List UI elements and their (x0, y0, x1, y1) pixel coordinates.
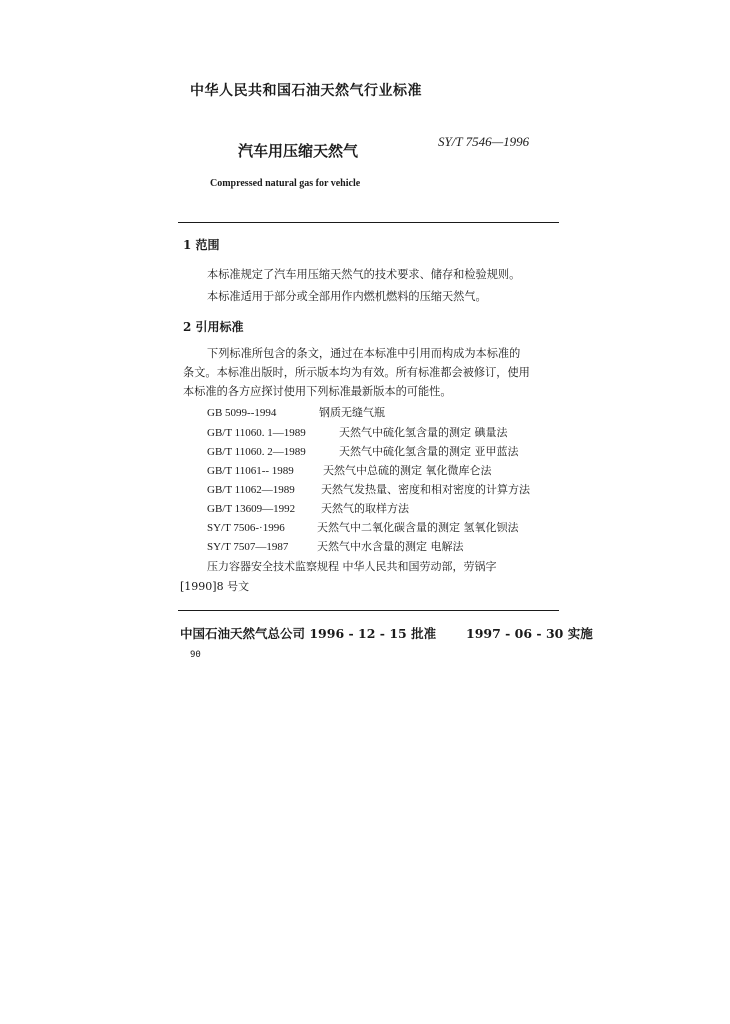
reference-code: GB/T 11061-- 1989 (207, 465, 294, 477)
approval-date: 中国石油天然气总公司 1996 - 12 - 15 批准 (180, 626, 437, 641)
reference-title: 天然气中二氧化碳含量的测定 氢氧化钡法 (317, 521, 519, 534)
english-title: Compressed natural gas for vehicle (210, 178, 361, 189)
reference-code: GB/T 11062—1989 (207, 484, 295, 496)
reference-code: SY/T 7507—1987 (207, 541, 289, 553)
reference-item (207, 404, 385, 420)
reference-title: 天然气发热量、密度和相对密度的计算方法 (321, 483, 530, 496)
references-intro-line: 下列标准所包含的条文，通过在本标准中引用而构成为本标准的 (207, 347, 521, 360)
implementation-date: 1997 - 06 - 30 实施 (466, 626, 593, 641)
reference-title: 天然气中硫化氢含量的测定 碘量法 (339, 426, 508, 439)
reference-code: SY/T 7506-·1996 (207, 522, 285, 534)
reference-title: 天然气中硫化氢含量的测定 亚甲蓝法 (339, 445, 519, 458)
document-title: 汽车用压缩天然气 (238, 142, 359, 160)
reference-title: 天然气的取样方法 (321, 502, 409, 515)
scope-paragraph: 本标准规定了汽车用压缩天然气的技术要求、储存和检验规则。 (207, 268, 521, 281)
reference-item (207, 462, 492, 478)
reference-title: 天然气中水含量的测定 电解法 (317, 540, 464, 553)
org-standard-header: 中华人民共和国石油天然气行业标准 (190, 83, 422, 99)
reference-item (207, 538, 464, 554)
references-intro-line: 条文。本标准出版时，所示版本均为有效。所有标准都会被修订，使用 (183, 366, 530, 379)
bottom-rule (178, 610, 559, 611)
references-intro-line: 本标准的各方应探讨使用下列标准最新版本的可能性。 (183, 385, 452, 398)
scope-paragraph: 本标准适用于部分或全部用作内燃机燃料的压缩天然气。 (207, 290, 487, 303)
reference-item-continued: [1990]8 号文 (180, 580, 250, 593)
reference-item (207, 481, 530, 497)
reference-item (207, 424, 508, 440)
page-number: 90 (190, 650, 201, 660)
reference-code: GB/T 11060. 2—1989 (207, 446, 306, 458)
reference-item (207, 500, 409, 516)
standard-code: SY/T 7546—1996 (438, 134, 530, 149)
reference-item: 压力容器安全技术监察规程 中华人民共和国劳动部，劳锅字 (207, 560, 497, 573)
section-heading-scope: 1 范围 (183, 238, 220, 252)
top-rule (178, 222, 559, 223)
reference-title: 天然气中总硫的测定 氧化微库仑法 (323, 464, 492, 477)
reference-item (207, 443, 519, 459)
reference-code: GB 5099--1994 (207, 407, 277, 419)
reference-code: GB/T 13609—1992 (207, 503, 296, 515)
reference-item (207, 519, 519, 535)
reference-title: 钢质无缝气瓶 (319, 406, 385, 419)
section-heading-references: 2 引用标准 (183, 320, 244, 334)
reference-code: GB/T 11060. 1—1989 (207, 427, 306, 439)
